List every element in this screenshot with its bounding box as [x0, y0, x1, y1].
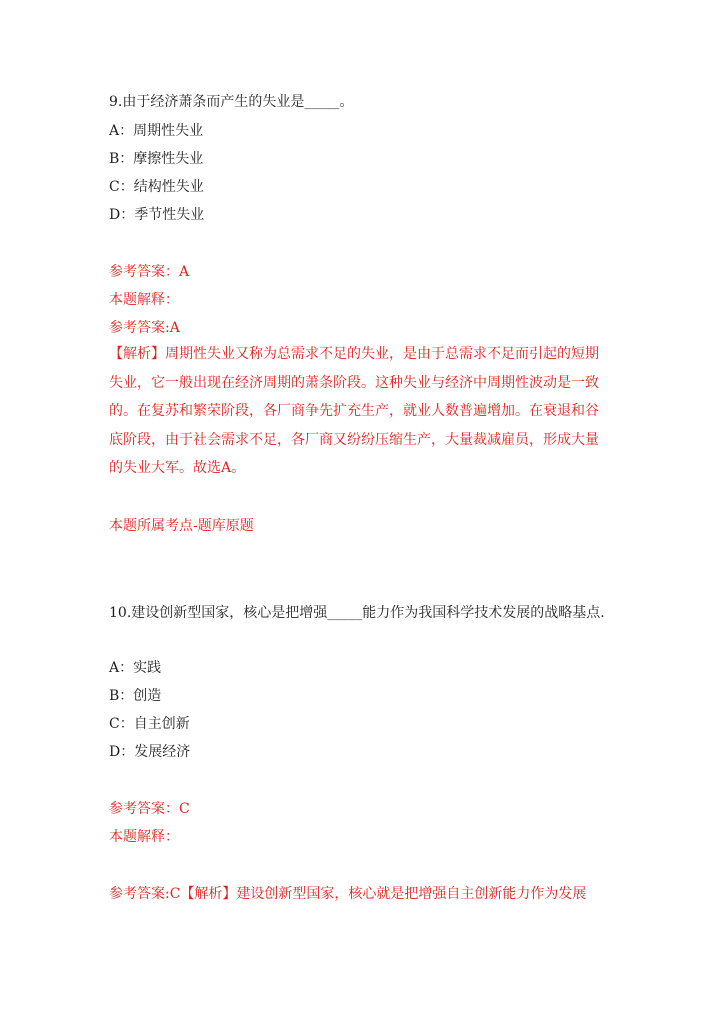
q10-option-c: C：自主创新: [109, 716, 190, 732]
q10-option-b: B：创造: [109, 688, 162, 704]
q9-answer-repeat: 参考答案:A: [109, 320, 180, 336]
q9-option-c: C：结构性失业: [109, 179, 204, 195]
q10-answer: 参考答案：C: [109, 801, 190, 817]
q10-explanation: 参考答案:C【解析】建设创新型国家，核心就是把增强自主创新能力作为发展: [109, 886, 587, 902]
q9-answer: 参考答案：A: [109, 264, 190, 280]
q9-question: 9.由于经济萧条而产生的失业是_____。: [109, 94, 354, 110]
q10-option-a: A：实践: [109, 660, 162, 676]
q10-explain-label: 本题解释：: [109, 829, 179, 845]
q9-explanation: 【解析】周期性失业又称为总需求不足的失业，是由于总需求不足而引起的短期失业，它一般出现在经济周期的萧条阶段。这种失业与经济中周期性波动是一致的。在复苏和繁荣阶段，各厂商争先扩充生产，就业人数普遍增加。在衰退和谷底阶段，由于社会需求不足，各厂商又纷纷压缩生产，大量裁减雇员，形成大量的失业大军。故选A。: [109, 346, 599, 476]
q9-option-b: B：摩擦性失业: [109, 151, 204, 167]
q9-source: 本题所属考点-题库原题: [109, 518, 254, 534]
q10-question: 10.建设创新型国家，核心是把增强_____能力作为我国科学技术发展的战略基点.: [109, 605, 605, 621]
q9-explain-label: 本题解释：: [109, 292, 179, 308]
q9-option-a: A：周期性失业: [109, 123, 204, 139]
q9-option-d: D：季节性失业: [109, 207, 205, 223]
q10-option-d: D：发展经济: [109, 744, 191, 760]
